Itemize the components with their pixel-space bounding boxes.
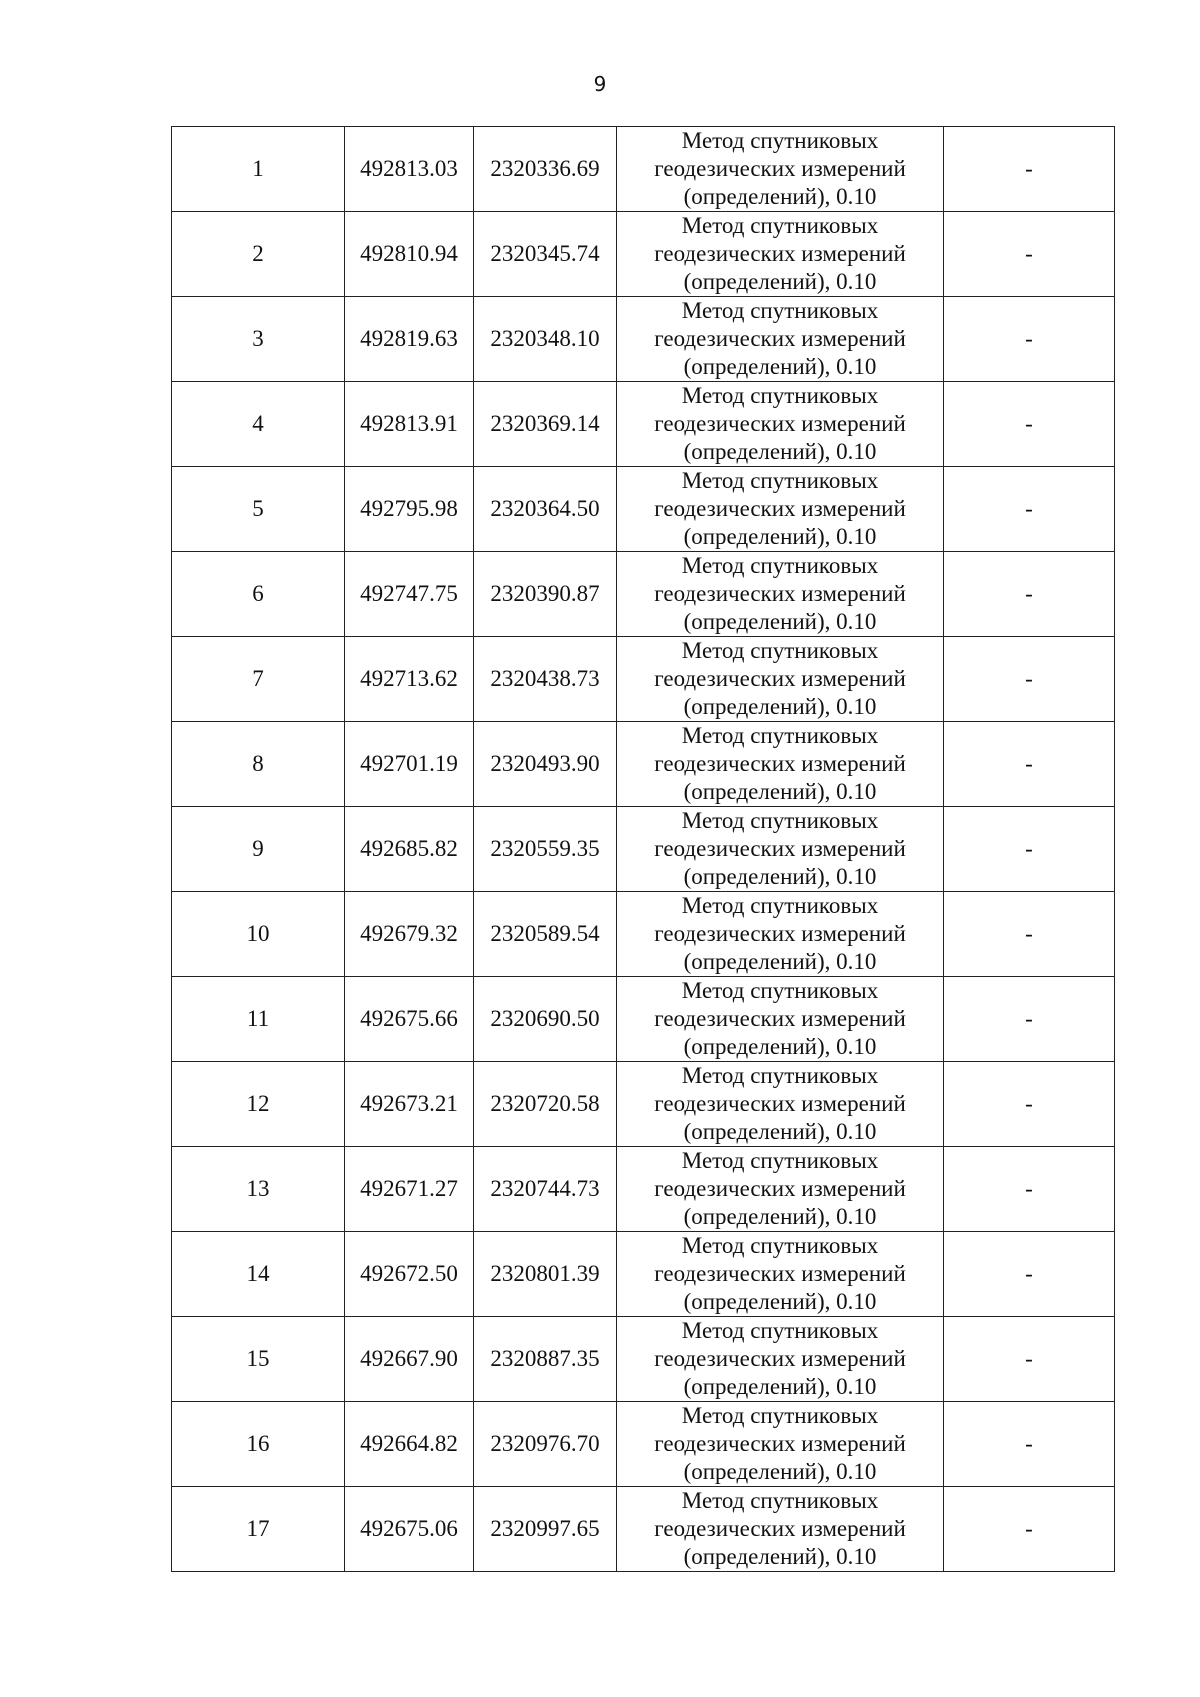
method-cell <box>617 807 944 892</box>
method-line-2: геодезических измерений <box>654 326 906 351</box>
method-cell <box>617 977 944 1062</box>
table-row <box>172 382 1115 467</box>
point-number-cell: 15 <box>172 1317 345 1402</box>
note-cell: - <box>944 552 1115 637</box>
method-line-2: геодезических измерений <box>654 241 906 266</box>
method-line-1: Метод спутниковых <box>681 1148 879 1173</box>
method-line-1: Метод спутниковых <box>681 213 879 238</box>
y-coordinate-cell: 2320345.74 <box>474 212 617 297</box>
x-coordinate-cell: 492685.82 <box>345 807 474 892</box>
method-line-2: геодезических измерений <box>654 156 906 181</box>
x-coordinate-cell: 492675.06 <box>345 1487 474 1572</box>
x-coordinate-cell: 492673.21 <box>345 1062 474 1147</box>
point-number-cell: 5 <box>172 467 345 552</box>
note-cell: - <box>944 722 1115 807</box>
y-coordinate-cell: 2320801.39 <box>474 1232 617 1317</box>
note-cell: - <box>944 212 1115 297</box>
x-coordinate-cell: 492747.75 <box>345 552 474 637</box>
table-row <box>172 127 1115 212</box>
table-row <box>172 1232 1115 1317</box>
method-line-3: (определений), 0.10 <box>683 439 877 464</box>
method-line-2: геодезических измерений <box>654 666 906 691</box>
coordinates-table-body <box>172 127 1115 1572</box>
method-line-3: (определений), 0.10 <box>683 779 877 804</box>
point-number-cell: 9 <box>172 807 345 892</box>
method-line-2: геодезических измерений <box>654 1346 906 1371</box>
x-coordinate-cell: 492810.94 <box>345 212 474 297</box>
y-coordinate-cell: 2320589.54 <box>474 892 617 977</box>
table-row <box>172 1402 1115 1487</box>
method-line-3: (определений), 0.10 <box>683 1544 877 1569</box>
point-number-cell: 8 <box>172 722 345 807</box>
method-line-1: Метод спутниковых <box>681 553 879 578</box>
method-cell <box>617 892 944 977</box>
x-coordinate-cell: 492664.82 <box>345 1402 474 1487</box>
method-cell <box>617 637 944 722</box>
method-line-1: Метод спутниковых <box>681 1063 879 1088</box>
method-cell <box>617 1487 944 1572</box>
method-cell <box>617 467 944 552</box>
note-cell: - <box>944 637 1115 722</box>
note-cell: - <box>944 1062 1115 1147</box>
method-line-2: геодезических измерений <box>654 411 906 436</box>
note-cell: - <box>944 297 1115 382</box>
method-line-1: Метод спутниковых <box>681 128 879 153</box>
y-coordinate-cell: 2320887.35 <box>474 1317 617 1402</box>
method-line-1: Метод спутниковых <box>681 893 879 918</box>
method-cell <box>617 552 944 637</box>
method-line-1: Метод спутниковых <box>681 808 879 833</box>
y-coordinate-cell: 2320690.50 <box>474 977 617 1062</box>
note-cell: - <box>944 382 1115 467</box>
method-line-1: Метод спутниковых <box>681 383 879 408</box>
note-cell: - <box>944 127 1115 212</box>
y-coordinate-cell: 2320493.90 <box>474 722 617 807</box>
method-cell <box>617 297 944 382</box>
point-number-cell: 2 <box>172 212 345 297</box>
method-line-2: геодезических измерений <box>654 496 906 521</box>
coordinates-table <box>171 126 1115 1572</box>
method-line-3: (определений), 0.10 <box>683 184 877 209</box>
x-coordinate-cell: 492795.98 <box>345 467 474 552</box>
point-number-cell: 14 <box>172 1232 345 1317</box>
y-coordinate-cell: 2320348.10 <box>474 297 617 382</box>
method-line-3: (определений), 0.10 <box>683 694 877 719</box>
point-number-cell: 6 <box>172 552 345 637</box>
method-cell <box>617 1317 944 1402</box>
method-line-2: геодезических измерений <box>654 1176 906 1201</box>
point-number-cell: 10 <box>172 892 345 977</box>
point-number-cell: 11 <box>172 977 345 1062</box>
note-cell: - <box>944 1147 1115 1232</box>
x-coordinate-cell: 492672.50 <box>345 1232 474 1317</box>
note-cell: - <box>944 1402 1115 1487</box>
table-row <box>172 552 1115 637</box>
point-number-cell: 3 <box>172 297 345 382</box>
note-cell: - <box>944 977 1115 1062</box>
y-coordinate-cell: 2320559.35 <box>474 807 617 892</box>
note-cell: - <box>944 1317 1115 1402</box>
method-line-1: Метод спутниковых <box>681 978 879 1003</box>
method-cell <box>617 127 944 212</box>
method-line-3: (определений), 0.10 <box>683 269 877 294</box>
method-line-3: (определений), 0.10 <box>683 354 877 379</box>
method-line-3: (определений), 0.10 <box>683 1374 877 1399</box>
table-row <box>172 807 1115 892</box>
table-row <box>172 892 1115 977</box>
method-line-1: Метод спутниковых <box>681 1318 879 1343</box>
method-line-2: геодезических измерений <box>654 581 906 606</box>
x-coordinate-cell: 492819.63 <box>345 297 474 382</box>
x-coordinate-cell: 492679.32 <box>345 892 474 977</box>
point-number-cell: 13 <box>172 1147 345 1232</box>
point-number-cell: 12 <box>172 1062 345 1147</box>
method-cell <box>617 1062 944 1147</box>
note-cell: - <box>944 807 1115 892</box>
method-line-1: Метод спутниковых <box>681 1403 879 1428</box>
method-line-1: Метод спутниковых <box>681 638 879 663</box>
method-line-3: (определений), 0.10 <box>683 1034 877 1059</box>
x-coordinate-cell: 492813.91 <box>345 382 474 467</box>
method-line-3: (определений), 0.10 <box>683 1204 877 1229</box>
method-line-1: Метод спутниковых <box>681 298 879 323</box>
method-line-3: (определений), 0.10 <box>683 524 877 549</box>
method-line-2: геодезических измерений <box>654 921 906 946</box>
table-row <box>172 1487 1115 1572</box>
point-number-cell: 16 <box>172 1402 345 1487</box>
note-cell: - <box>944 892 1115 977</box>
point-number-cell: 17 <box>172 1487 345 1572</box>
y-coordinate-cell: 2320364.50 <box>474 467 617 552</box>
point-number-cell: 1 <box>172 127 345 212</box>
x-coordinate-cell: 492667.90 <box>345 1317 474 1402</box>
method-line-2: геодезических измерений <box>654 1261 906 1286</box>
table-row <box>172 637 1115 722</box>
method-cell <box>617 212 944 297</box>
y-coordinate-cell: 2320390.87 <box>474 552 617 637</box>
method-line-1: Метод спутниковых <box>681 468 879 493</box>
method-cell <box>617 722 944 807</box>
method-cell <box>617 382 944 467</box>
point-number-cell: 7 <box>172 637 345 722</box>
method-line-3: (определений), 0.10 <box>683 1289 877 1314</box>
x-coordinate-cell: 492813.03 <box>345 127 474 212</box>
method-line-3: (определений), 0.10 <box>683 1459 877 1484</box>
method-cell <box>617 1232 944 1317</box>
x-coordinate-cell: 492671.27 <box>345 1147 474 1232</box>
method-line-3: (определений), 0.10 <box>683 864 877 889</box>
point-number-cell: 4 <box>172 382 345 467</box>
method-cell <box>617 1402 944 1487</box>
y-coordinate-cell: 2320336.69 <box>474 127 617 212</box>
method-line-2: геодезических измерений <box>654 751 906 776</box>
table-row <box>172 1317 1115 1402</box>
page-number: 9 <box>593 72 607 96</box>
method-cell <box>617 1147 944 1232</box>
method-line-1: Метод спутниковых <box>681 723 879 748</box>
method-line-2: геодезических измерений <box>654 1091 906 1116</box>
y-coordinate-cell: 2320438.73 <box>474 637 617 722</box>
x-coordinate-cell: 492675.66 <box>345 977 474 1062</box>
table-row <box>172 297 1115 382</box>
table-row <box>172 467 1115 552</box>
x-coordinate-cell: 492701.19 <box>345 722 474 807</box>
y-coordinate-cell: 2320744.73 <box>474 1147 617 1232</box>
method-line-2: геодезических измерений <box>654 836 906 861</box>
method-line-3: (определений), 0.10 <box>683 949 877 974</box>
y-coordinate-cell: 2320720.58 <box>474 1062 617 1147</box>
y-coordinate-cell: 2320976.70 <box>474 1402 617 1487</box>
note-cell: - <box>944 1487 1115 1572</box>
method-line-1: Метод спутниковых <box>681 1488 879 1513</box>
table-row <box>172 722 1115 807</box>
y-coordinate-cell: 2320369.14 <box>474 382 617 467</box>
note-cell: - <box>944 467 1115 552</box>
method-line-3: (определений), 0.10 <box>683 1119 877 1144</box>
method-line-2: геодезических измерений <box>654 1516 906 1541</box>
method-line-1: Метод спутниковых <box>681 1233 879 1258</box>
table-row <box>172 1147 1115 1232</box>
table-row <box>172 1062 1115 1147</box>
method-line-2: геодезических измерений <box>654 1006 906 1031</box>
x-coordinate-cell: 492713.62 <box>345 637 474 722</box>
y-coordinate-cell: 2320997.65 <box>474 1487 617 1572</box>
table-row <box>172 977 1115 1062</box>
method-line-2: геодезических измерений <box>654 1431 906 1456</box>
note-cell: - <box>944 1232 1115 1317</box>
method-line-3: (определений), 0.10 <box>683 609 877 634</box>
table-row <box>172 212 1115 297</box>
